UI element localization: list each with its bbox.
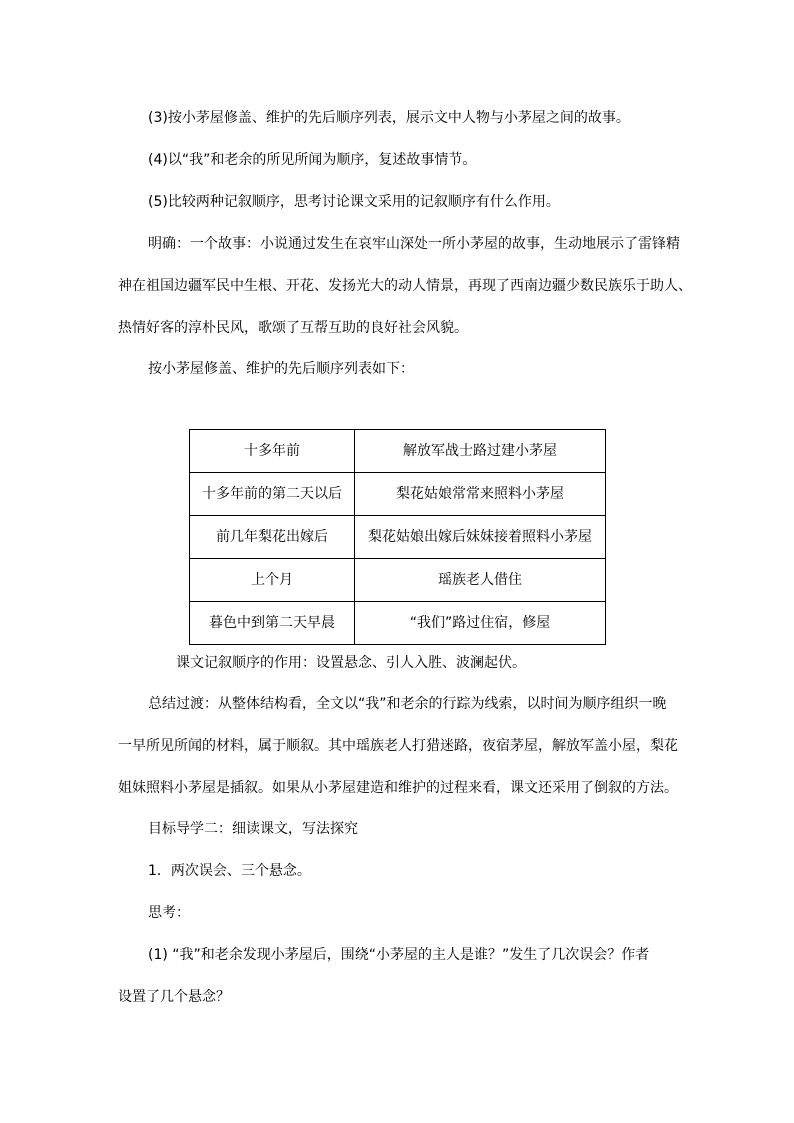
question-line-2: 设置了几个悬念？ xyxy=(118,989,230,1005)
section-heading: 目标导学二：细读课文，写法探究 xyxy=(148,821,358,837)
table-cell-event: 解放军战士路过建小茅屋 xyxy=(355,430,606,473)
table-cell-time: 暮色中到第二天早晨 xyxy=(190,602,355,645)
table-cell-event: 梨花姑娘常常来照料小茅屋 xyxy=(355,473,606,516)
task-paragraph-4: (4)以“我”和老余的所见所闻为顺序，复述故事情节。 xyxy=(148,152,477,168)
table-row xyxy=(190,473,606,516)
summary-line-2: 一早所见所闻的材料，属于顺叙。其中瑶族老人打猎迷路，夜宿茅屋，解放军盖小屋，梨花 xyxy=(118,738,678,754)
think-label: 思考： xyxy=(148,905,190,921)
summary-line-1: 总结过渡：从整体结构看，全文以“我”和老余的行踪为线索，以时间为顺序组织一晚 xyxy=(148,696,667,712)
table-row xyxy=(190,430,606,473)
table-row xyxy=(190,516,606,559)
table-cell-time: 十多年前的第二天以后 xyxy=(190,473,355,516)
task-paragraph-3: (3)按小茅屋修盖、维护的先后顺序列表，展示文中人物与小茅屋之间的故事。 xyxy=(148,110,630,126)
answer-line-3: 热情好客的淳朴民风，歌颂了互帮互助的良好社会风貌。 xyxy=(118,320,468,336)
answer-line-2: 神在祖国边疆军民中生根、开花、发扬光大的动人情景，再现了西南边疆少数民族乐于助人、 xyxy=(118,278,692,294)
item-1: 1．两次误会、三个悬念。 xyxy=(148,863,311,879)
table-cell-event: 瑶族老人借住 xyxy=(355,559,606,602)
table-row xyxy=(190,559,606,602)
question-line-1: (1) “我”和老余发现小茅屋后，围绕“小茅屋的主人是谁？”发生了几次误会？作者 xyxy=(148,947,650,963)
timeline-table xyxy=(189,429,605,640)
table-row xyxy=(190,602,606,645)
table-cell-event: 梨花姑娘出嫁后妹妹接着照料小茅屋 xyxy=(355,516,606,559)
table-intro: 按小茅屋修盖、维护的先后顺序列表如下： xyxy=(148,361,414,377)
table-cell-time: 十多年前 xyxy=(190,430,355,473)
summary-line-3: 姐妹照料小茅屋是插叙。如果从小茅屋建造和维护的过程来看，课文还采用了倒叙的方法。 xyxy=(118,780,678,796)
table-cell-event: “我们”路过住宿，修屋 xyxy=(355,602,606,645)
answer-line-1: 明确：一个故事：小说通过发生在哀牢山深处一所小茅屋的故事，生动地展示了雷锋精 xyxy=(148,236,680,252)
effect-line: 课文记叙顺序的作用：设置悬念、引人入胜、波澜起伏。 xyxy=(176,655,526,671)
table-cell-time: 上个月 xyxy=(190,559,355,602)
table-cell-time: 前几年梨花出嫁后 xyxy=(190,516,355,559)
task-paragraph-5: (5)比较两种记叙顺序，思考讨论课文采用的记叙顺序有什么作用。 xyxy=(148,194,560,210)
